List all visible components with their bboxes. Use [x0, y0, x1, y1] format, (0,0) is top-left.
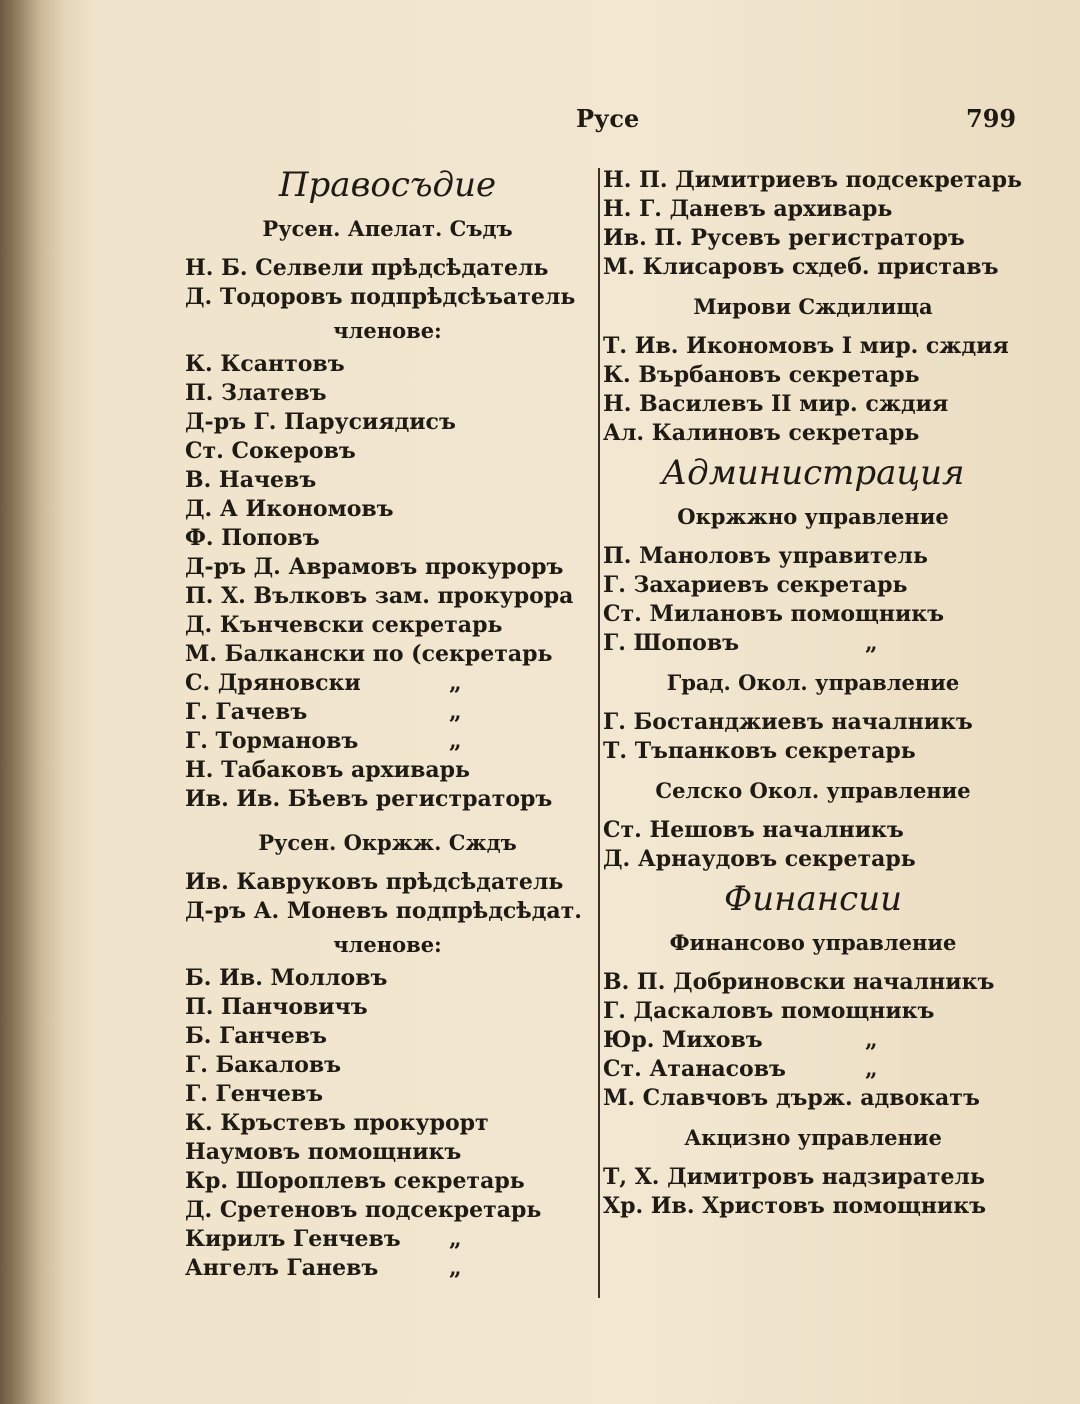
page-number: 799 [966, 104, 1017, 133]
list-item: Ив. Кавруковъ прѣдсѣдатель [185, 869, 564, 895]
list-item: Г. Даскаловъ помощникъ [603, 998, 935, 1024]
list-item: Г. Бостанджиевъ началникъ [603, 709, 973, 735]
city-admin-heading: Град. Окол. управление [666, 670, 960, 695]
list-item: Наумовъ помощникъ [185, 1139, 462, 1165]
excise-admin-heading: Акцизно управление [684, 1125, 942, 1150]
members-label: членове: [333, 932, 442, 957]
ditto-mark: „ [449, 728, 462, 754]
list-item: Юр. Миховъ „ [603, 1027, 878, 1053]
list-item: М. Балкански по (секретарь [185, 641, 553, 667]
list-item: Г. Захариевъ секретарь [603, 572, 908, 598]
section-title-administration: Администрация [661, 453, 965, 493]
list-item: Г. Шоповъ „ [603, 630, 878, 656]
list-item: М. Клисаровъ схдеб. приставъ [603, 254, 999, 280]
list-item: Д-ръ А. Моневъ подпрѣдсѣдат. [185, 898, 582, 924]
list-item: Д. Кънчевски секретарь [185, 612, 503, 638]
section-title-justice: Правосъдие [278, 165, 497, 205]
list-item: Д. Сретеновъ подсекретарь [185, 1197, 542, 1223]
list-item: Кр. Шороплевъ секретарь [185, 1168, 525, 1194]
page-header [0, 104, 1080, 144]
list-item: Хр. Ив. Христовъ помощникъ [603, 1193, 987, 1219]
ditto-mark: „ [865, 1027, 878, 1053]
list-item: П. Х. Вълковъ зам. прокурора [185, 583, 574, 609]
list-item: К. Ксантовъ [185, 351, 345, 377]
list-item: Т. Ив. Икономовъ I мир. сждия [603, 333, 1009, 359]
ditto-mark: „ [865, 630, 878, 656]
district-court-heading: Русен. Окржж. Сждъ [258, 830, 517, 855]
list-item: П. Маноловъ управитель [603, 543, 928, 569]
list-item: Д. Арнаудовъ секретарь [603, 846, 916, 872]
list-item: Г. Гачевъ „ [185, 699, 462, 725]
list-item: Ангелъ Ганевъ „ [185, 1255, 462, 1281]
list-item: Г. Тормановъ „ [185, 728, 462, 754]
list-item: Ст. Атанасовъ „ [603, 1056, 878, 1082]
list-item: В. Начевъ [185, 467, 317, 493]
list-item: Ст. Сокеровъ [185, 438, 356, 464]
list-item: Г. Генчевъ [185, 1081, 324, 1107]
list-item: М. Славчовъ държ. адвокатъ [603, 1085, 980, 1111]
list-item: Н. Г. Даневъ архиварь [603, 196, 893, 222]
members-label: членове: [333, 318, 442, 343]
list-item: Ст. Милановъ помощникъ [603, 601, 945, 627]
ditto-mark: „ [865, 1056, 878, 1082]
finance-admin-heading: Финансово управление [669, 930, 957, 955]
section-title-finance: Финансии [723, 879, 903, 919]
list-item: Д. Тодоровъ подпрѣдсѣъатель [185, 284, 576, 310]
left-column [185, 160, 590, 1283]
peace-courts-heading: Мирови Сждилища [693, 294, 933, 319]
appeal-court-heading: Русен. Апелат. Съдъ [262, 216, 513, 241]
column-divider [598, 168, 600, 1298]
list-item: Ф. Поповъ [185, 525, 320, 551]
list-item: К. Върбановъ секретарь [603, 362, 920, 388]
ditto-mark: „ [449, 1226, 462, 1252]
list-item: П. Златевъ [185, 380, 327, 406]
list-item: П. Панчовичъ [185, 994, 368, 1020]
list-item: Г. Бакаловъ [185, 1052, 342, 1078]
running-head: Русе [576, 104, 640, 133]
list-item: Ал. Калиновъ секретарь [603, 420, 920, 446]
list-item: Д-ръ Г. Парусиядисъ [185, 409, 456, 435]
ditto-mark: „ [449, 1255, 462, 1281]
list-item: Н. Б. Селвели прѣдсѣдатель [185, 255, 549, 281]
list-item: Н. Василевъ II мир. сждия [603, 391, 949, 417]
list-item: С. Дряновски „ [185, 670, 462, 696]
list-item: Д. А Икономовъ [185, 496, 394, 522]
list-item: Н. П. Димитриевъ подсекретарь [603, 167, 1022, 193]
list-item: Т, Х. Димитровъ надзиратель [603, 1164, 985, 1190]
list-item: Ив. П. Русевъ регистраторъ [603, 225, 965, 251]
rural-admin-heading: Селско Окол. управление [655, 778, 971, 803]
list-item: Б. Ив. Молловъ [185, 965, 388, 991]
list-item: Б. Ганчевъ [185, 1023, 327, 1049]
list-item: В. П. Добриновски началникъ [603, 969, 995, 995]
list-item: Н. Табаковъ архиварь [185, 757, 470, 783]
right-column [603, 166, 1023, 1221]
ditto-mark: „ [449, 670, 462, 696]
list-item: Ив. Ив. Бѣевъ регистраторъ [185, 786, 553, 812]
list-item: Д-ръ Д. Аврамовъ прокуроръ [185, 554, 564, 580]
list-item: Кирилъ Генчевъ „ [185, 1226, 462, 1252]
list-item: К. Кръстевъ прокурорт [185, 1110, 489, 1136]
list-item: Т. Тъпанковъ секретарь [603, 738, 916, 764]
list-item: Ст. Нешовъ началникъ [603, 817, 904, 843]
district-admin-heading: Окржжно управление [677, 504, 949, 529]
ditto-mark: „ [449, 699, 462, 725]
